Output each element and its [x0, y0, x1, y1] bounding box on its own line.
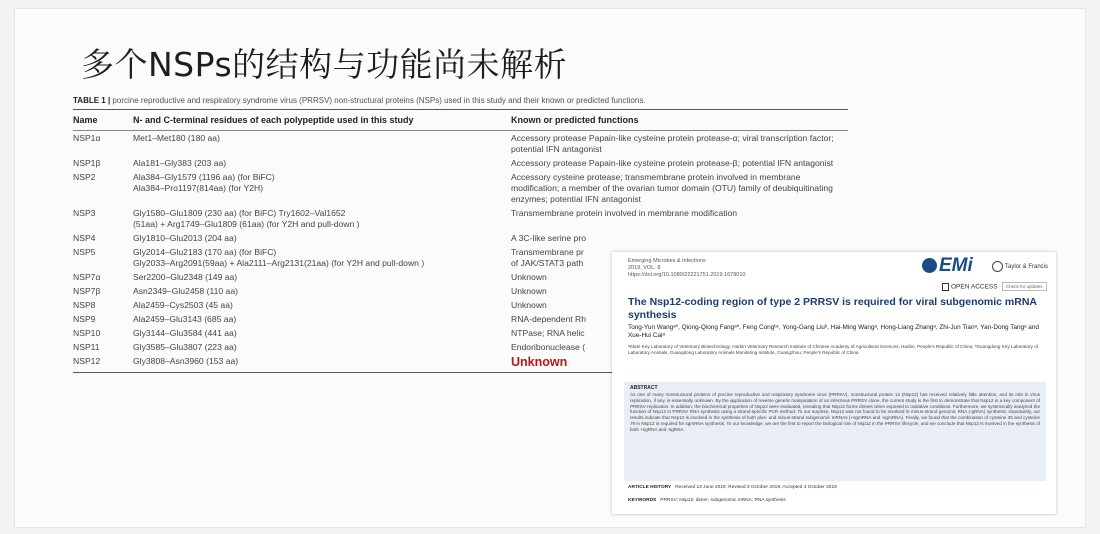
cell-residues: Gly3144–Glu3584 (441 aa): [133, 328, 237, 338]
header-functions: Known or predicted functions: [511, 115, 639, 125]
cell-name: NSP11: [73, 342, 100, 352]
cell-name: NSP9: [73, 314, 96, 324]
cell-name: NSP8: [73, 300, 96, 310]
cell-function: Accessory protease Papain-like cysteine protein protease-α; viral transcription factor; potential IFN antagonist: [511, 133, 834, 154]
table-row: [73, 171, 848, 207]
cell-name: NSP4: [73, 233, 96, 243]
keywords-text: PRRSV; Nsp12; dimer; subgenomic mRNA; RNA synthesis: [660, 498, 786, 503]
cell-name: NSP5: [73, 247, 96, 257]
table-caption-label: TABLE 1 |: [73, 96, 111, 105]
slide: [14, 8, 1086, 528]
paper-preview: [612, 252, 1056, 514]
paper-journal: Emerging Microbes & Infections 2019, VOL. 8 https://doi.org/10.1080/22221751.2019.1679010: [628, 258, 746, 278]
table-caption-text: porcine reproductive and respiratory syndrome virus (PRRSV) non-structural proteins (NSPs) used in this study and their known or predicted functions.: [110, 96, 646, 105]
cell-function: Unknown: [511, 286, 547, 296]
keywords: [628, 498, 786, 503]
table-top-rule: [73, 109, 848, 110]
open-access-badge: [942, 283, 998, 291]
article-history: [628, 485, 837, 490]
paper-affiliation: ᵃState Key Laboratory of Veterinary Biotechnology, Harbin Veterinary Research Institute of Chinese Academy of Agricultural Sciences, Harbin, People's Republic of China; ᵇGuangdong Key Laboratory of Laboratory Animals, Guangdong Laboratory Animals Monitoring Institute, Guangzhou, People's Republic of China: [628, 344, 1038, 355]
abstract-box: [624, 382, 1046, 481]
abstract-heading: ABSTRACT: [630, 385, 658, 391]
history-label: ARTICLE HISTORY: [628, 485, 672, 490]
open-access-label: OPEN ACCESS: [951, 283, 998, 291]
cell-name: NSP7α: [73, 272, 101, 282]
cell-function: Transmembrane protein involved in membrane modification: [511, 208, 738, 218]
cell-function: NTPase; RNA helic: [511, 328, 585, 338]
cell-residues: Ala2459–Glu3143 (685 aa): [133, 314, 237, 324]
cell-function: Endoribonuclease (: [511, 342, 586, 352]
cell-function: RNA-dependent Rh: [511, 314, 587, 324]
table-row: [73, 207, 848, 232]
cell-residues: Gly1580–Glu1809 (230 aa) (for BiFC) Try1602–Val1652 (51aa) + Arg1749–Glu1809 (61aa) (for Y2H and pull-down ): [133, 208, 360, 229]
cell-residues: Asn2349–Glu2458 (110 aa): [133, 286, 238, 296]
cell-function: Accessory cysteine protease; transmembrane protein involved in membrane modification; a member of the ovarian tumor domain (OTU) family of deubiquitinating enzymes; potential IFN antagonist: [511, 172, 833, 204]
keywords-label: KEYWORDS: [628, 498, 657, 503]
cell-function: Unknown: [511, 272, 547, 282]
history-text: Received 13 June 2019; Revised 3 October 2019; Accepted 4 October 2019: [675, 485, 837, 490]
emi-brand: EMi: [939, 255, 973, 276]
cell-residues: Ala2459–Cys2503 (45 aa): [133, 300, 233, 310]
cell-name: NSP10: [73, 328, 101, 338]
paper-title: The Nsp12-coding region of type 2 PRRSV is required for viral subgenomic mRNA synthesis: [628, 296, 1037, 321]
lock-icon: [942, 283, 949, 291]
cell-function: A 3C-like serine pro: [511, 233, 586, 243]
emi-logo: [922, 255, 973, 277]
cell-residues: Ala181–Gly383 (203 aa): [133, 158, 227, 168]
cell-function: Unknown: [511, 355, 568, 369]
cell-function: Transmembrane pr of JAK/STAT3 path: [511, 247, 584, 268]
table-header-rule: [73, 130, 848, 131]
publisher-name: Taylor & Francis: [1005, 264, 1049, 271]
cell-name: NSP12: [73, 356, 101, 366]
publisher-icon: [992, 261, 1003, 272]
cell-residues: Ala384–Gly1579 (1196 aa) (for BiFC) Ala384–Pro1197(814aa) (for Y2H): [133, 172, 275, 193]
table-row: [73, 232, 848, 246]
cell-residues: Ser2200–Glu2348 (149 aa): [133, 272, 238, 282]
cell-name: NSP1α: [73, 133, 101, 143]
abstract-text: As one of many nonstructural proteins of porcine reproductive and respiratory syndrome virus (PRRSV), nonstructural protein 12 (Nsp12) has received relatively little attention, and its role in virus replication, if any, is essentially unknown. By the application of reverse genetic manipulation of an infectious PRRSV clone, the current study is the first to demonstrate that Nsp12 is a key component of PRRSV replication. In addition, the biochemical properties of Nsp12 were evaluated, revealing that Nsp12 forms dimers when exposed to oxidative conditions. Furthermore, we systemically analyzed the function of Nsp12 in PRRSV RNA synthesis using a strand-specific PCR method. To our surprise, Nsp12 was not found to be involved in minus-strand genomic RNA (-gRNA) synthesis; importantly, our results indicate that Nsp12 is involved in the synthesis of both plus- and minus-strand subgenomic mRNAs (+sgmRNA and -sgmRNA). Finally, we found that the combination of cysteine 35 and cysteine 79 in Nsp12 is required for sgmRNA synthesis. To our knowledge, we are the first to report the biological role of Nsp12 in the PRRSV lifecycle, and we conclude that Nsp12 is involved in the synthesis of both +sgRNA and -sgRNA.: [630, 392, 1040, 432]
table-header: [73, 111, 848, 129]
header-name: Name: [73, 115, 98, 125]
cell-residues: Gly3808–Asn3960 (153 aa): [133, 356, 239, 366]
cell-name: NSP2: [73, 172, 96, 182]
cell-name: NSP7β: [73, 286, 101, 296]
cell-residues: Gly2014–Glu2183 (170 aa) (for BiFC) Gly2033–Arg2091(59aa) + Ala2111–Arg2131(21aa) (for Y2H and pull-down ): [133, 247, 425, 268]
cell-function: Unknown: [511, 300, 547, 310]
globe-icon: [922, 258, 937, 273]
cell-residues: Met1–Met180 (180 aa): [133, 133, 220, 143]
table-row: [73, 157, 848, 171]
cell-residues: Gly1810–Glu2013 (204 aa): [133, 233, 237, 243]
cell-function: Accessory protease Papain-like cysteine protein protease-β; potential IFN antagonist: [511, 158, 834, 168]
check-updates-badge[interactable]: Check for updates: [1002, 282, 1047, 291]
publisher-logo: [992, 261, 1048, 272]
paper-authors: Tong-Yun Wangᵃ*, Qiong-Qiong Fangᵃ*, Feng Congᵇᶜ, Yong-Gang Liuᵇ, Hai-Ming Wangᵃ, Hong-Liang Zhangᵃ, Zhi-Jun Tianᵃ, Yan-Dong Tangᵃ and Xue-Hui Caiᵃ: [628, 324, 1039, 340]
cell-residues: Gly3585–Glu3807 (223 aa): [133, 342, 237, 352]
table-caption: [73, 95, 848, 108]
table-row: [73, 132, 848, 157]
header-residues: N- and C-terminal residues of each polypeptide used in this study: [133, 115, 414, 125]
cell-name: NSP1β: [73, 158, 101, 168]
slide-title: 多个NSPs的结构与功能尚未解析: [81, 45, 568, 84]
cell-name: NSP3: [73, 208, 96, 218]
